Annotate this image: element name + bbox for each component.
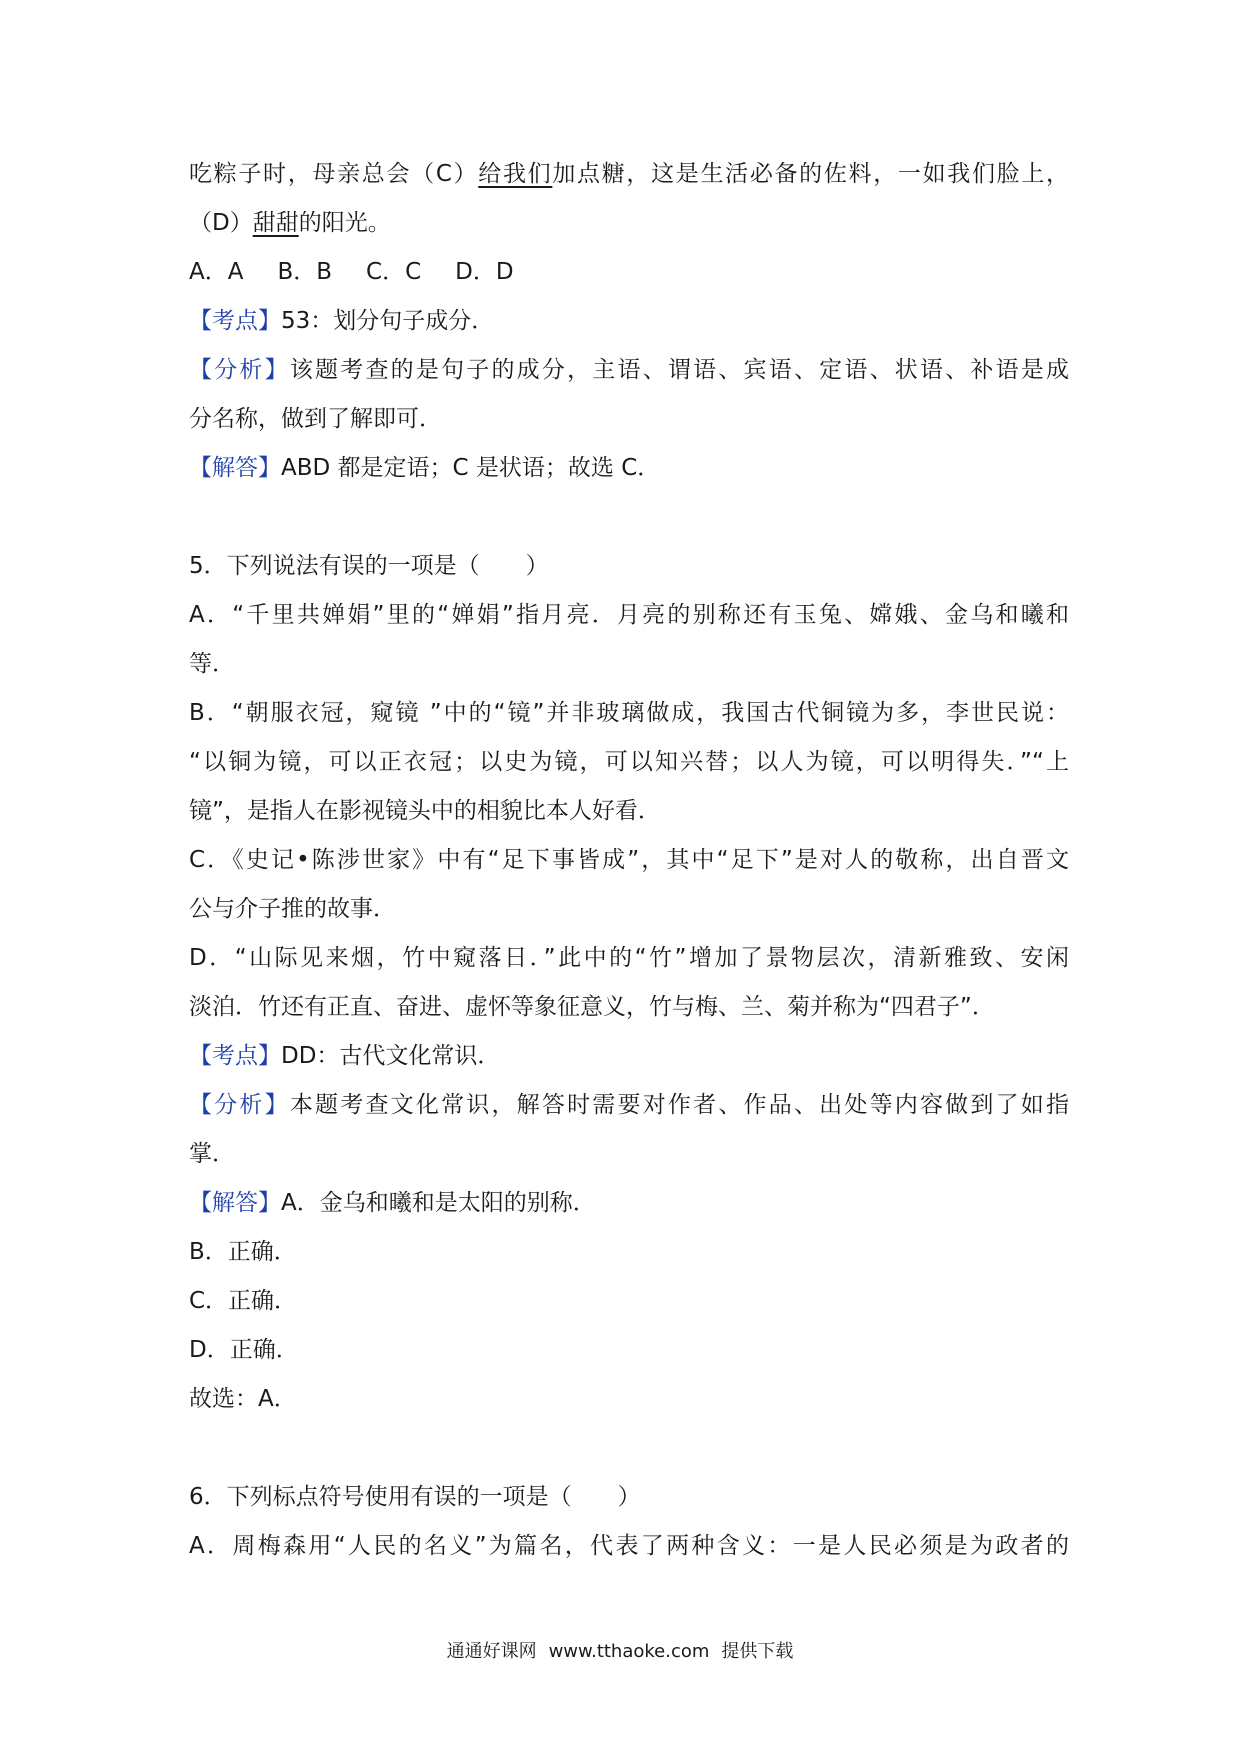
text: 加点糖，这是生活必备的佐料，一如我们脸上， [552, 161, 1070, 187]
q4-sentence-line-1 [189, 150, 1069, 199]
jieda-tag: 【解答】 [189, 455, 281, 481]
kaodian-tag: 【考点】 [189, 308, 281, 334]
jieda-tag: 【解答】 [189, 1190, 281, 1216]
q5-jieda-line-3: C．正确． [189, 1288, 298, 1314]
q5-option-a-line-1: A．“千里共婵娟”里的“婵娟”指月亮．月亮的别称还有玉兔、嫦娥、金乌和曦和 [189, 602, 1069, 628]
q4-options [189, 248, 1069, 297]
text: 吃粽子时，母亲总会（C） [189, 161, 479, 187]
kaodian-tag: 【考点】 [189, 1043, 281, 1069]
q5-option-b-line-2: “以铜为镜，可以正衣冠；以史为镜，可以知兴替；以人为镜，可以明得失．”“上 [189, 749, 1069, 775]
option-b: B．B [277, 259, 333, 285]
q4-kaodian [189, 297, 1069, 346]
option-c: C．C [366, 259, 422, 285]
fenxi-text: 该题考查的是句子的成分，主语、谓语、宾语、定语、状语、补语是成 [289, 357, 1070, 383]
q5-option-c-line-2: 公与介子推的故事． [189, 896, 396, 922]
underlined-text-d: 甜甜 [252, 210, 299, 236]
q5-jieda-line-1 [189, 1179, 1069, 1228]
q4-fenxi-line-2 [189, 395, 1069, 444]
q5-jieda-line-2: B．正确． [189, 1239, 297, 1265]
q5-fenxi-line-1 [189, 1081, 1069, 1130]
footer-brand: 通通好课网 [446, 1641, 537, 1662]
kaodian-text: 53：划分句子成分． [281, 308, 495, 334]
option-d: D．D [455, 259, 514, 285]
fenxi-tag: 【分析】 [189, 1092, 290, 1118]
q5-option-c-line-1: C．《史记•陈涉世家》中有“足下事皆成”，其中“足下”是对人的敬称，出自晋文 [189, 847, 1069, 873]
q5-option-b-line-3: 镜”，是指人在影视镜头中的相貌比本人好看． [189, 798, 661, 824]
option-a: A．A [189, 259, 244, 285]
fenxi-text: 本题考查文化常识，解答时需要对作者、作品、出处等内容做到了如指 [289, 1092, 1070, 1118]
q5-option-d-line-2: 淡泊．竹还有正直、奋进、虚怀等象征意义，竹与梅、兰、菊并称为“四君子”． [189, 994, 995, 1020]
q5-kaodian [189, 1032, 1069, 1081]
q4-fenxi-line-1 [189, 346, 1069, 395]
fenxi-tag: 【分析】 [189, 357, 290, 383]
page-footer [0, 1637, 1240, 1663]
footer-note: 提供下载 [721, 1641, 794, 1662]
text: （D） [189, 210, 253, 236]
jieda-text: A．金乌和曦和是太阳的别称． [281, 1190, 596, 1216]
q5-jieda-line-5: 故选：A． [189, 1386, 297, 1412]
q5-option-d-line-1: D．“山际见来烟，竹中窥落日．”此中的“竹”增加了景物层次，清新雅致、安闲 [189, 945, 1069, 971]
fenxi-text: 分名称，做到了解即可． [189, 406, 442, 432]
document-body [189, 150, 1069, 1571]
q4-jieda [189, 444, 1069, 493]
q6-stem: 6．下列标点符号使用有误的一项是（ ） [189, 1484, 641, 1510]
q5-stem: 5．下列说法有误的一项是（ ） [189, 553, 549, 579]
q5-jieda-line-4: D．正确． [189, 1337, 299, 1363]
jieda-text: ABD 都是定语；C 是状语；故选 C． [281, 455, 661, 481]
underlined-text-c: 给我们 [478, 161, 553, 187]
q5-fenxi-line-2: 掌． [189, 1141, 235, 1167]
q6-option-a-line-1: A．周梅森用“人民的名义”为篇名，代表了两种含义：一是人民必须是为政者的 [189, 1533, 1069, 1559]
q4-sentence-line-2 [189, 199, 1069, 248]
kaodian-text: DD：古代文化常识． [281, 1043, 501, 1069]
text: 的阳光。 [298, 210, 391, 236]
q5-option-b-line-1: B．“朝服衣冠，窥镜 ”中的“镜”并非玻璃做成，我国古代铜镜为多，李世民说： [189, 700, 1069, 726]
q5-option-a-line-2: 等． [189, 651, 235, 677]
footer-url: www.tthaoke.com [548, 1641, 710, 1662]
